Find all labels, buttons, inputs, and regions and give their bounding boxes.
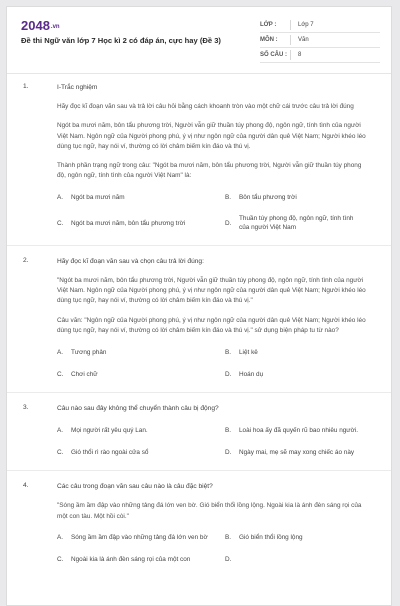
- question-number: 2.: [23, 256, 29, 264]
- question-passage: "Ngót ba mươi năm, bôn tẩu phương trời, Người vẫn giữ thuần túy phong độ, ngôn ngữ, tính tình của người Việt Nam. Ngôn ngữ của Người phong phú, ý vị như ngôn ngữ của người dân quê Việt Nam; Người khéo léo dùng tục ngữ, hay nói ví, thường có lời châm biếm kín đáo và thú vị.": [57, 276, 366, 305]
- option-text: Gió biển thổi lồng lộng: [239, 534, 303, 542]
- option-text: Thuần túy phong độ, ngôn ngữ, tính tình của người Việt Nam: [239, 214, 354, 232]
- option-text: Chơi chữ: [71, 370, 98, 378]
- meta-separator: [290, 50, 291, 60]
- answer-options: [57, 532, 371, 566]
- meta-value: 8: [298, 52, 302, 58]
- answer-option[interactable]: [57, 192, 225, 204]
- question-text: Các câu trong đoạn văn sau câu nào là câu đặc biệt?: [57, 483, 213, 491]
- question-passage: Câu văn: "Ngôn ngữ của Người phong phú, ý vị như ngôn ngữ của người dân quê Việt Nam; Người khéo léo dùng tục ngữ, hay nói ví, thường có lời châm biếm kín đáo và thú vị." sử dụng biện pháp tu từ nào?: [57, 316, 366, 334]
- option-letter: B.: [225, 348, 232, 356]
- option-letter: B.: [225, 194, 232, 202]
- question-text: I-Trắc nghiệm: [57, 84, 98, 91]
- option-letter: A.: [57, 534, 64, 542]
- question-separator: [7, 392, 392, 393]
- option-text: Bôn tẩu phương trời: [239, 194, 297, 202]
- exam-page: [6, 6, 392, 606]
- question-passage: Hãy đọc kĩ đoạn văn sau và trả lời câu hỏi bằng cách khoanh tròn vào một chữ cái trước câu trả lời đúng: [57, 103, 354, 110]
- answer-option[interactable]: [225, 214, 371, 233]
- answer-options: [57, 192, 371, 233]
- answer-option[interactable]: [57, 446, 225, 458]
- option-letter: D.: [225, 448, 232, 456]
- meta-row: [260, 48, 380, 63]
- question-number: 3.: [23, 404, 29, 412]
- logo-main: 2048: [21, 18, 50, 33]
- option-letter: B.: [225, 426, 232, 434]
- answer-option[interactable]: [225, 446, 371, 458]
- logo-tld: .vn: [50, 23, 60, 30]
- answer-option[interactable]: [57, 554, 225, 566]
- option-letter: D.: [225, 370, 232, 378]
- option-letter: A.: [57, 348, 64, 356]
- site-logo[interactable]: [21, 18, 60, 33]
- option-text: Ngoài kia là ánh đèn sáng rọi của một con: [71, 556, 191, 564]
- option-text: Liệt kê: [239, 348, 258, 356]
- answer-option[interactable]: [57, 346, 225, 358]
- option-letter: A.: [57, 194, 64, 202]
- meta-value: Văn: [298, 37, 309, 43]
- answer-option[interactable]: [225, 192, 371, 204]
- question-item: [7, 257, 392, 380]
- meta-row: [260, 33, 380, 48]
- option-letter: A.: [57, 426, 64, 434]
- answer-options: [57, 424, 371, 458]
- page-header: [7, 7, 391, 73]
- answer-option[interactable]: [57, 532, 225, 544]
- option-text: Sóng ầm ầm đập vào những tảng đá lớn ven bờ: [71, 534, 208, 542]
- option-text: Hoán dụ: [239, 370, 264, 378]
- option-letter: C.: [57, 370, 64, 378]
- option-letter: D.: [225, 219, 232, 227]
- question-number: 1.: [23, 83, 29, 90]
- meta-label: LỚP :: [260, 22, 277, 28]
- option-text: Loài hoa ấy đã quyến rũ bao nhiêu người.: [239, 426, 358, 434]
- meta-row: [260, 18, 380, 33]
- option-text: Mọi người rất yêu quý Lan.: [71, 426, 148, 434]
- answer-option[interactable]: [225, 346, 371, 358]
- exam-title: Đề thi Ngữ văn lớp 7 Học kì 2 có đáp án, cực hay (Đề 3): [21, 36, 221, 45]
- answer-options: [57, 346, 371, 380]
- exam-meta-table: [260, 18, 380, 63]
- question-item: [7, 404, 392, 458]
- answer-option[interactable]: [225, 532, 371, 544]
- option-text: Ngót ba mươi năm: [71, 194, 125, 202]
- question-separator: [7, 245, 392, 246]
- answer-option[interactable]: [57, 368, 225, 380]
- option-letter: C.: [57, 219, 64, 227]
- question-passage: "Sóng ầm ầm đập vào những tảng đá lớn ven bờ. Gió biển thổi lồng lộng. Ngoài kia là ánh đèn sáng rọi của một con tàu. Một hồi còi.": [57, 502, 362, 520]
- meta-separator: [290, 35, 291, 45]
- answer-option[interactable]: [57, 424, 225, 436]
- answer-option[interactable]: [57, 214, 225, 233]
- option-letter: C.: [57, 448, 64, 456]
- question-text: Hãy đọc kĩ đoạn văn sau và chọn câu trả lời đúng:: [57, 257, 204, 265]
- answer-option[interactable]: [225, 368, 371, 380]
- option-letter: D.: [225, 556, 232, 564]
- option-letter: C.: [57, 556, 64, 564]
- question-item: [7, 83, 392, 233]
- answer-option[interactable]: [225, 554, 371, 566]
- question-passage: Ngót ba mươi năm, bôn tẩu phương trời, Người vẫn giữ thuần túy phong độ, ngôn ngữ, tính tình của người Việt Nam. Ngôn ngữ của Người phong phú, ý vị như ngôn ngữ của người dân quê Việt Nam; Người khéo léo dùng tục ngữ, hay nói ví, thường có lời châm biếm kín đáo và thú vị.: [57, 122, 366, 150]
- answer-option[interactable]: [225, 424, 371, 436]
- option-text: Gió thổi rì rào ngoài cửa sổ: [71, 448, 149, 456]
- meta-value: Lớp 7: [298, 22, 314, 28]
- question-text: Câu nào sau đây không thể chuyển thành câu bị động?: [57, 405, 219, 413]
- meta-label: MÔN :: [260, 37, 278, 43]
- question-number: 4.: [23, 482, 29, 490]
- question-item: [7, 482, 392, 566]
- question-separator: [7, 470, 392, 471]
- option-letter: B.: [225, 534, 232, 542]
- header-divider: [7, 73, 391, 74]
- option-text: Tương phản: [71, 348, 107, 356]
- question-list: [7, 83, 392, 566]
- option-text: Ngày mai, mẹ sẽ may xong chiếc áo này: [239, 448, 355, 456]
- option-text: Ngót ba mươi năm, bôn tẩu phương trời: [71, 219, 186, 227]
- meta-separator: [290, 20, 291, 30]
- question-passage: Thành phần trạng ngữ trong câu: "Ngót ba mươi năm, bôn tẩu phương trời, Người vẫn giữ thuần túy phong độ, ngôn ngữ, tính tình của người Việt Nam" là:: [57, 162, 362, 180]
- meta-label: SỐ CÂU :: [260, 52, 287, 58]
